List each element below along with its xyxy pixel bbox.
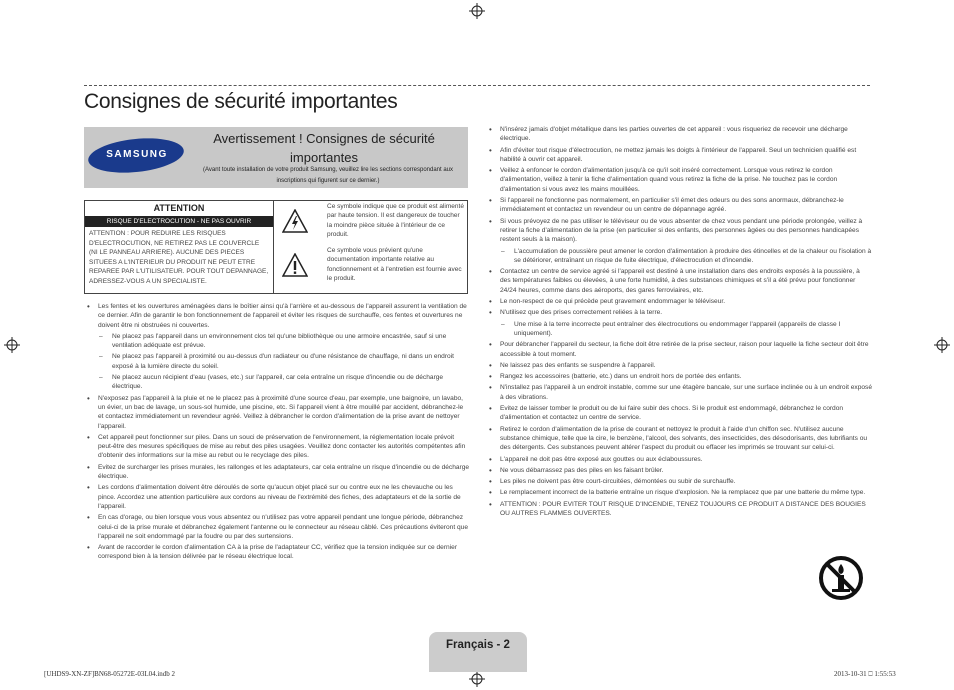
right-safety-list [486,125,872,520]
list-item: • Les piles ne doivent pas être court-circuitées, démontées ou subir de surchauffe. [486,477,872,486]
print-timestamp: 2013-10-31 ⎕ 1:55:53 [834,670,896,678]
list-item: • Ne vous débarrassez pas des piles en les faisant brûler. [486,466,872,475]
attention-body: ATTENTION : POUR REDUIRE LES RISQUES D'ELECTROCUTION, NE RETIREZ PAS LE COUVERCLE (NI LE PANNEAU ARRIERE). AUCUNE DES PIECES SITUEES A L'INTERIEUR DU PRODUIT NE PEUT ETRE REPAREE PAR L'UTILISATEUR. POUR TOUT DEPANNAGE, ADRESSEZ-VOUS A UN SPECIALISTE. [89,230,269,285]
list-item: • Afin d'éviter tout risque d'électrocution, ne mettez jamais les doigts à l'intérieur de l'appareil. Seul un technicien qualifié est habilité à ouvrir cet appareil. [486,146,872,165]
exclamation-symbol-text: Ce symbole vous prévient qu'une documentation importante relative au fonctionnement et à l'entretien est fournie avec le produit. [327,247,462,282]
list-item: • Veillez à enfoncer le cordon d'alimentation jusqu'à ce qu'il soit inséré correctement. Lorsque vous retirez le cordon d'alimentation, veillez à tenir la fiche d'alimentation quand vous retirez la fiche de la prise. Ne touchez pas le cordon d'alimentation si vous avez les mains mouillées. [486,166,872,194]
list-subitem: – Ne placez aucun récipient d'eau (vases, etc.) sur l'appareil, car cela entraîne un risque d'incendie ou de décharge électrique. [84,373,470,392]
registration-mark-icon [469,671,485,687]
list-item: • Avant de raccorder le cordon d'alimentation CA à la prise de l'adaptateur CC, vérifiez que la tension indiquée sur ce dernier correspond bien à la tension délivrée par le réseau électrique local. [84,543,470,562]
list-item: • Pour débrancher l'appareil du secteur, la fiche doit être retirée de la prise secteur, raison pour laquelle la fiche secteur doit être accessible à tout moment. [486,340,872,359]
registration-mark-icon [934,337,950,353]
list-item: • Contactez un centre de service agréé si l'appareil est destiné à une installation dans des endroits exposés à la poussière, à des températures faibles ou élevées, à une forte humidité, à des substances chimiques et s'il a été prévu pour fonctionner 24/24 heures, comme dans des aéroports, des gares ferroviaires, etc. [486,267,872,295]
list-item: • En cas d'orage, ou bien lorsque vous vous absentez ou n'utilisez pas votre appareil pendant une longue période, débranchez celui-ci de la prise murale et débranchez également l'antenne ou le connecteur au réseau câblé. Ces précautions éviteront que l'appareil ne soit endommagé par la foudre ou par des surtensions. [84,513,470,541]
banner-title: Avertissement ! Consignes de sécurité importantes [213,131,435,165]
attention-heading: ATTENTION [153,203,205,213]
list-item: • N'exposez pas l'appareil à la pluie et ne le placez pas à proximité d'une source d'eau, par exemple, une baignoire, un lavabo, un évier, un bac de lavage, un sous-sol humide, une piscine, etc. Si l'appareil vient à être mouillé par accident, débranchez-le et contactez immédiatement un revendeur agréé. Veillez à débrancher le cordon d'alimentation de la prise avant de nettoyer l'appareil. [84,394,470,431]
list-item: • Si vous prévoyez de ne pas utiliser le téléviseur ou de vous absenter de chez vous pendant une période prolongée, veillez à retirer la fiche d'alimentation de la prise (en particulier si des enfants, des personnes âgées ou des personnes handicapées restent seuls à la maison). [486,217,872,245]
warning-banner [84,127,468,188]
lightning-triangle-icon [282,209,308,233]
registration-mark-icon [4,337,20,353]
list-item: • N'installez pas l'appareil à un endroit instable, comme sur une étagère bancale, sur une surface inclinée ou à un endroit exposé à des vibrations. [486,383,872,402]
page-language-number: Français - 2 [446,639,510,651]
no-open-flame-icon [818,555,864,601]
banner-subtitle: (Avant toute installation de votre produit Samsung, veuillez lire les sections correspondant aux inscriptions qui figurent sur ce dernier.) [202,167,454,184]
list-subitem: – Une mise à la terre incorrecte peut entraîner des électrocutions ou endommager l'appareil (appareils de classe I uniquement). [486,320,872,339]
list-item: • Les fentes et les ouvertures aménagées dans le boîtier ainsi qu'à l'arrière et au-dessous de l'appareil assurent la ventilation de ce dernier. Afin de garantir le bon fonctionnement de l'appareil et éviter les risques de surchauffe, ces fentes et ouvertures ne doivent être ni obstruées ni couvertes. [84,302,470,330]
attention-risk-label: RISQUE D'ELECTROCUTION - NE PAS OUVRIR [85,216,273,227]
attention-column [85,201,274,293]
list-item: • Le remplacement incorrect de la batterie entraîne un risque d'explosion. Ne la remplacez que par une batterie du même type. [486,488,872,497]
list-item: • L'appareil ne doit pas être exposé aux gouttes ou aux éclaboussures. [486,455,872,464]
list-item: • Ne laissez pas des enfants se suspendre à l'appareil. [486,361,872,370]
list-item: • Retirez le cordon d'alimentation de la prise de courant et nettoyez le produit à l'aide d'un chiffon sec. N'utilisez aucune substance chimique, telle que la cire, le benzène, l'alcool, des solvants, des insecticides, des désodorisants, des lubrifiants ou des détergents. Ces substances peuvent altérer l'aspect du produit ou effacer les imprimés se trouvant sur celui-ci. [486,425,872,453]
list-subitem: – L'accumulation de poussière peut amener le cordon d'alimentation à produire des étincelles et de la chaleur ou l'isolation à se détériorer, entraînant un risque de fuite électrique, d'électrocution et d'incendie. [486,247,872,266]
exclamation-triangle-icon [282,253,308,277]
list-subitem: – Ne placez pas l'appareil dans un environnement clos tel qu'une bibliothèque ou une armoire encastrée, sauf si une ventilation adéquate est prévue. [84,332,470,351]
samsung-logo-text: SAMSUNG [106,149,168,160]
list-item: • N'insérez jamais d'objet métallique dans les parties ouvertes de cet appareil : vous risqueriez de recevoir une décharge électrique. [486,125,872,144]
list-item: • Les cordons d'alimentation doivent être déroulés de sorte qu'aucun objet placé sur ou contre eux ne les chevauche ou les pince. Accordez une attention particulière aux cordons au niveau de l'extrémité des fiches, des adaptateurs et de la sortie de l'appareil. [84,483,470,511]
list-item: • N'utilisez que des prises correctement reliées à la terre. [486,308,872,317]
attention-box [84,200,468,294]
page-footer-tab [429,632,527,672]
left-safety-list [84,302,470,564]
list-item: • Le non-respect de ce qui précède peut gravement endommager le téléviseur. [486,297,872,306]
list-item: • Evitez de laisser tomber le produit ou de lui faire subir des chocs. Si le produit est endommagé, débranchez le cordon d'alimentation et contactez un centre de service. [486,404,872,423]
page-title: Consignes de sécurité importantes [84,90,398,113]
list-item: • Si l'appareil ne fonctionne pas normalement, en particulier s'il émet des odeurs ou des sons anormaux, débranchez-le immédiatement et contactez un revendeur ou un centre de dépannage agréé. [486,196,872,215]
list-item: • ATTENTION : POUR EVITER TOUT RISQUE D'INCENDIE, TENEZ TOUJOURS CE PRODUIT A DISTANCE DES BOUGIES OU AUTRES FLAMMES OUVERTES. [486,500,872,519]
list-item: • Evitez de surcharger les prises murales, les rallonges et les adaptateurs, car cela entraîne un risque d'incendie ou de décharge électrique. [84,463,470,482]
list-subitem: – Ne placez pas l'appareil à proximité ou au-dessus d'un radiateur ou d'une résistance de chauffage, ni dans un endroit exposé à la lumière directe du soleil. [84,352,470,371]
shock-symbol-text: Ce symbole indique que ce produit est alimenté par haute tension. Il est dangereux de toucher la moindre pièce située à l'intérieur de ce produit. [327,203,464,238]
list-item: • Cet appareil peut fonctionner sur piles. Dans un souci de préservation de l'environnement, la réglementation locale prévoit peut-être des mesures spécifiques de mise au rebut des piles usagées. Veuillez donc contacter les autorités compétentes afin d'obtenir des informations sur la mise au rebut ou le recyclage des piles. [84,433,470,461]
header-dashed-rule [84,85,870,86]
registration-mark-icon [469,3,485,19]
list-item: • Rangez les accessoires (batterie, etc.) dans un endroit hors de portée des enfants. [486,372,872,381]
print-filename: [UHDS9-XN-ZF]BN68-05272E-03L04.indb 2 [44,670,176,678]
